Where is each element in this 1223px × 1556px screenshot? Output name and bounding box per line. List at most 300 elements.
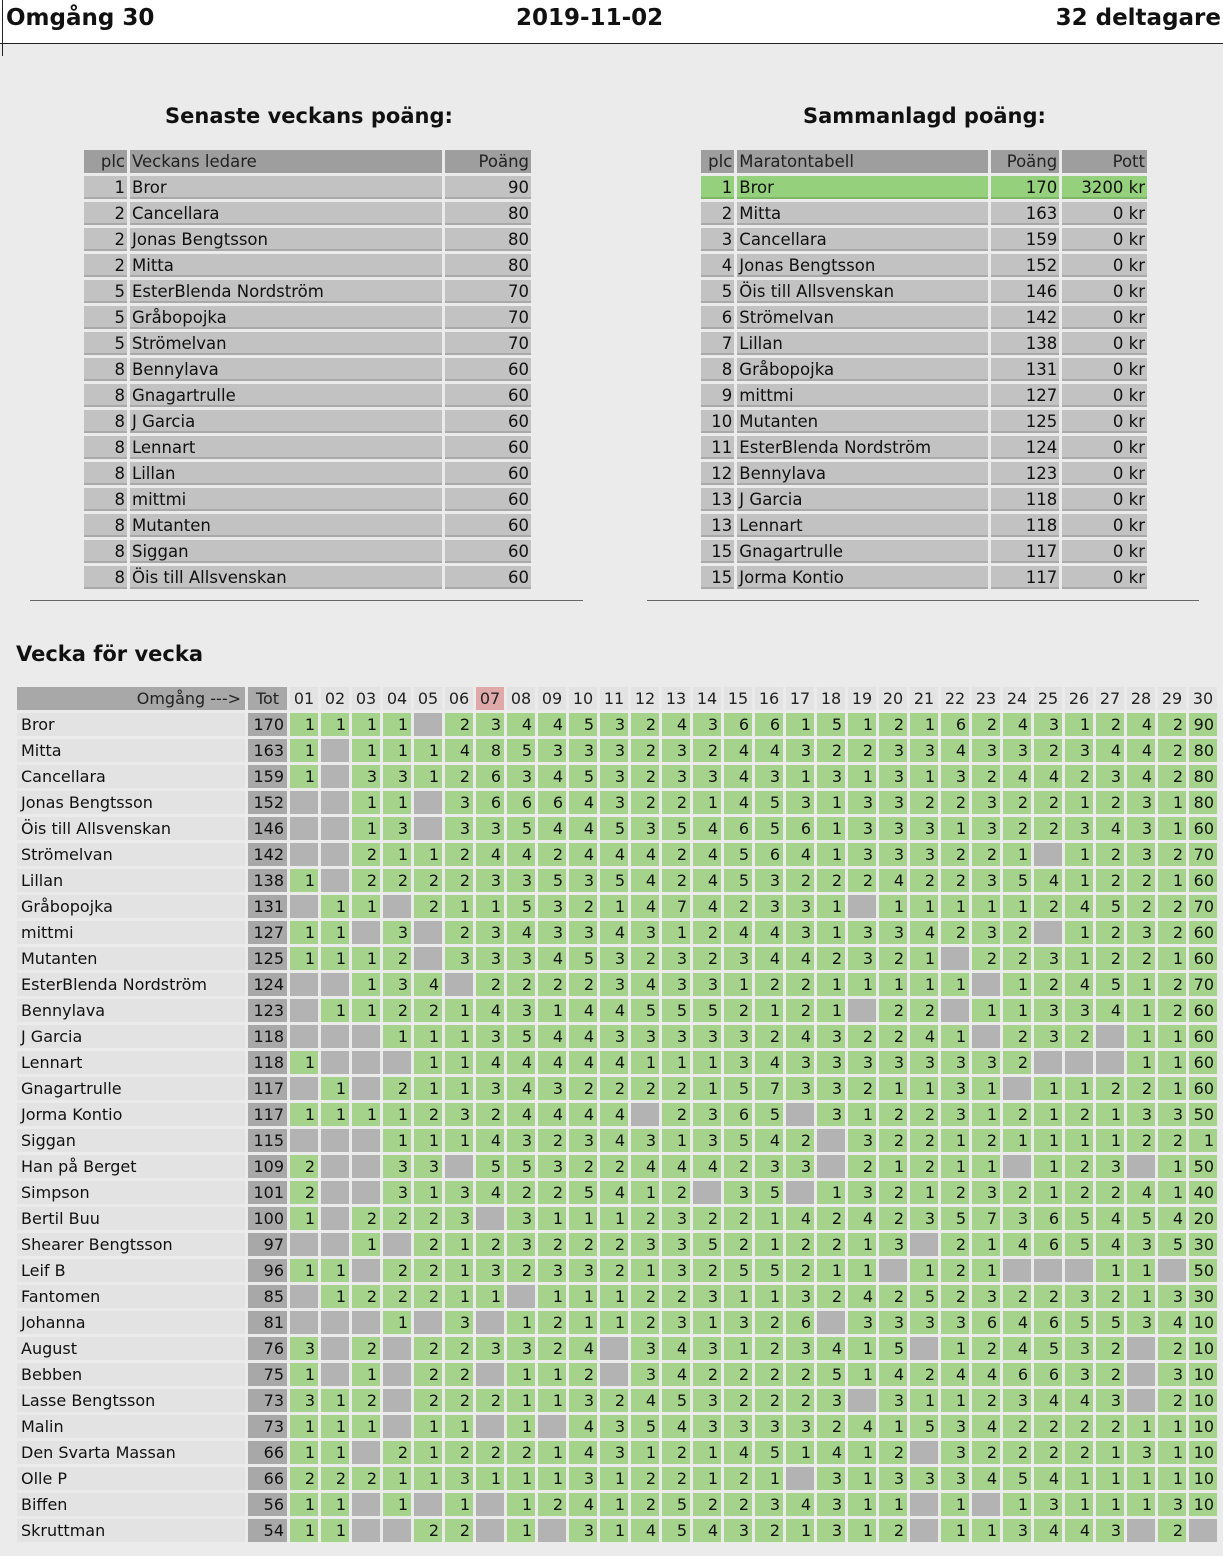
score-cell: 1 [786, 765, 814, 788]
score-cell: 4 [569, 843, 597, 866]
score-cell: 2 [1127, 869, 1155, 892]
score-cell: 5 [569, 765, 597, 788]
score-cell: 2 [1065, 1181, 1093, 1204]
score-cell: 2 [414, 1285, 442, 1308]
score-cell: 2 [879, 1207, 907, 1230]
score-cell: 3 [786, 1077, 814, 1100]
player-name: EsterBlenda Nordström [17, 973, 245, 996]
empty-score-cell [352, 1311, 380, 1334]
score-cell: 4 [724, 765, 752, 788]
score-cell: 1 [848, 1337, 876, 1360]
empty-score-cell [383, 1051, 411, 1074]
score-cell: 70 [1189, 895, 1217, 918]
round-header: 22 [941, 687, 969, 710]
score-cell: 1 [1158, 1051, 1186, 1074]
score-cell: 3 [290, 1389, 318, 1412]
empty-score-cell [972, 973, 1000, 996]
score-cell: 2 [693, 947, 721, 970]
round-header: 11 [600, 687, 628, 710]
score-cell: 3 [600, 765, 628, 788]
score-cell: 4 [848, 1207, 876, 1230]
score-cell: 2 [1096, 1077, 1124, 1100]
empty-score-cell [290, 999, 318, 1022]
score-cell: 2 [1158, 1129, 1186, 1152]
pot-cell: 0 kr [1062, 358, 1147, 381]
empty-score-cell [1034, 1259, 1062, 1282]
score-cell: 2 [538, 1129, 566, 1152]
score-cell: 4 [786, 843, 814, 866]
score-cell: 5 [1034, 1337, 1062, 1360]
score-cell: 6 [1034, 1311, 1062, 1334]
score-cell: 3 [507, 765, 535, 788]
pot-cell: 0 kr [1062, 540, 1147, 563]
total-cell: 85 [248, 1285, 287, 1308]
total-cell: 81 [248, 1311, 287, 1334]
score-cell: 3 [569, 921, 597, 944]
score-cell: 5 [569, 1181, 597, 1204]
score-cell: 5 [755, 817, 783, 840]
score-cell: 2 [972, 713, 1000, 736]
score-cell: 2 [569, 1363, 597, 1386]
score-cell: 5 [724, 1129, 752, 1152]
score-cell: 2 [910, 1103, 938, 1126]
round-header: 16 [755, 687, 783, 710]
score-cell: 7 [972, 1207, 1000, 1230]
score-cell: 3 [848, 791, 876, 814]
score-cell: 1 [941, 895, 969, 918]
score-cell: 2 [290, 1181, 318, 1204]
score-cell: 5 [476, 1155, 504, 1178]
score-cell: 3 [507, 947, 535, 970]
place-cell: 10 [701, 410, 734, 433]
place-cell: 5 [701, 280, 734, 303]
empty-score-cell [445, 973, 473, 996]
score-cell: 4 [1096, 817, 1124, 840]
table-row [17, 1129, 1220, 1152]
score-cell: 1 [476, 895, 504, 918]
table-row [701, 280, 1147, 303]
table-row [84, 332, 531, 355]
score-cell: 4 [972, 1467, 1000, 1490]
score-cell: 1 [445, 895, 473, 918]
score-cell: 3 [879, 1311, 907, 1334]
score-cell: 4 [1065, 1389, 1093, 1412]
pot-cell: 0 kr [1062, 436, 1147, 459]
score-cell: 3 [445, 1181, 473, 1204]
score-cell: 2 [755, 1389, 783, 1412]
score-cell: 1 [290, 1051, 318, 1074]
score-cell: 2 [724, 1493, 752, 1516]
score-cell: 4 [507, 1077, 535, 1100]
score-cell: 4 [755, 947, 783, 970]
score-cell: 1 [321, 895, 349, 918]
empty-score-cell [1034, 843, 1062, 866]
score-cell: 1 [631, 1259, 659, 1282]
score-cell: 4 [1127, 1181, 1155, 1204]
score-cell: 1 [1158, 1025, 1186, 1048]
score-cell: 2 [1003, 1051, 1031, 1074]
score-cell: 3 [538, 921, 566, 944]
round-header: 09 [538, 687, 566, 710]
score-cell: 4 [941, 1363, 969, 1386]
score-cell: 2 [848, 1025, 876, 1048]
score-cell: 4 [910, 921, 938, 944]
score-cell: 4 [476, 843, 504, 866]
score-cell: 2 [972, 1337, 1000, 1360]
score-cell: 2 [910, 1129, 938, 1152]
score-cell: 1 [631, 1181, 659, 1204]
empty-score-cell [1158, 1259, 1186, 1282]
score-cell: 1 [1003, 843, 1031, 866]
score-cell: 80 [1189, 791, 1217, 814]
empty-score-cell [1003, 1155, 1031, 1178]
score-cell: 1 [600, 1519, 628, 1542]
table-row [17, 1311, 1220, 1334]
score-cell: 1 [941, 817, 969, 840]
score-cell: 2 [538, 1311, 566, 1334]
score-cell: 1 [445, 1025, 473, 1048]
round-date: 2019-11-02 [516, 5, 664, 31]
table-row [17, 1441, 1220, 1464]
score-cell: 3 [693, 973, 721, 996]
empty-score-cell [1127, 1337, 1155, 1360]
score-cell: 2 [538, 1493, 566, 1516]
score-cell: 4 [476, 1129, 504, 1152]
empty-score-cell [290, 895, 318, 918]
score-cell: 1 [1189, 1129, 1217, 1152]
total-cell: 117 [248, 1103, 287, 1126]
score-cell: 1 [507, 1493, 535, 1516]
score-cell: 2 [290, 1155, 318, 1178]
score-cell: 3 [786, 921, 814, 944]
name-cell: EsterBlenda Nordström [130, 280, 442, 303]
score-cell: 1 [910, 1077, 938, 1100]
score-cell: 2 [879, 1103, 907, 1126]
score-cell: 1 [1065, 843, 1093, 866]
leader-row [701, 176, 1147, 199]
score-cell: 2 [755, 1519, 783, 1542]
score-cell: 4 [445, 739, 473, 762]
empty-score-cell [910, 1519, 938, 1542]
score-cell: 5 [941, 1207, 969, 1230]
score-cell: 60 [1189, 1077, 1217, 1100]
score-cell: 3 [445, 791, 473, 814]
score-cell: 1 [972, 1233, 1000, 1256]
empty-score-cell [290, 843, 318, 866]
score-cell: 4 [972, 1415, 1000, 1438]
score-cell: 1 [290, 1103, 318, 1126]
score-cell: 30 [1189, 1233, 1217, 1256]
divider-left [30, 600, 583, 601]
score-cell: 2 [910, 1363, 938, 1386]
score-cell: 1 [1065, 1077, 1093, 1100]
score-cell: 1 [1003, 1129, 1031, 1152]
name-cell: Bror [737, 176, 987, 199]
score-cell: 5 [724, 1077, 752, 1100]
name-cell: J Garcia [130, 410, 442, 433]
round-header: 10 [569, 687, 597, 710]
score-cell: 2 [879, 1129, 907, 1152]
score-cell: 1 [321, 1519, 349, 1542]
score-cell: 60 [1189, 817, 1217, 840]
score-cell: 3 [1158, 1285, 1186, 1308]
score-cell: 1 [879, 895, 907, 918]
score-cell: 2 [569, 895, 597, 918]
score-cell: 1 [445, 1077, 473, 1100]
score-cell: 3 [724, 1519, 752, 1542]
score-cell: 1 [662, 1051, 690, 1074]
score-cell: 4 [724, 921, 752, 944]
score-cell: 1 [445, 1051, 473, 1074]
score-cell: 5 [507, 1155, 535, 1178]
score-cell: 4 [662, 1337, 690, 1360]
score-cell: 3 [786, 1415, 814, 1438]
score-cell: 2 [507, 1259, 535, 1282]
score-cell: 1 [507, 1467, 535, 1490]
empty-score-cell [352, 1519, 380, 1542]
score-cell: 4 [538, 947, 566, 970]
score-cell: 5 [600, 869, 628, 892]
col-header-points: Poäng [445, 150, 531, 173]
header-bar [0, 0, 1223, 44]
score-cell: 3 [1003, 1389, 1031, 1412]
score-cell: 3 [910, 739, 938, 762]
total-cell: 100 [248, 1207, 287, 1230]
empty-score-cell [321, 1207, 349, 1230]
empty-score-cell [321, 791, 349, 814]
score-cell: 1 [817, 817, 845, 840]
score-cell: 3 [507, 1129, 535, 1152]
score-cell: 3 [941, 1103, 969, 1126]
score-cell: 2 [569, 973, 597, 996]
score-cell: 1 [538, 1441, 566, 1464]
score-cell: 3 [848, 843, 876, 866]
empty-score-cell [321, 869, 349, 892]
score-cell: 2 [786, 1363, 814, 1386]
score-cell: 2 [1096, 1363, 1124, 1386]
score-cell: 3 [538, 1155, 566, 1178]
score-cell: 2 [724, 1363, 752, 1386]
score-cell: 1 [1158, 1467, 1186, 1490]
score-cell: 1 [879, 1077, 907, 1100]
table-row [17, 1233, 1220, 1256]
score-cell: 3 [1034, 713, 1062, 736]
empty-score-cell [352, 1181, 380, 1204]
score-cell: 2 [383, 1441, 411, 1464]
points-cell: 163 [991, 202, 1060, 225]
score-cell: 1 [414, 1129, 442, 1152]
score-cell: 4 [817, 1441, 845, 1464]
score-cell: 2 [941, 1285, 969, 1308]
table-row [17, 1389, 1220, 1412]
name-cell: Strömelvan [737, 306, 987, 329]
score-cell: 4 [569, 999, 597, 1022]
empty-score-cell [414, 921, 442, 944]
score-cell: 4 [786, 1493, 814, 1516]
score-cell: 4 [569, 817, 597, 840]
score-cell: 3 [600, 973, 628, 996]
score-cell: 1 [352, 999, 380, 1022]
score-cell: 4 [910, 1025, 938, 1048]
points-cell: 117 [991, 566, 1060, 589]
empty-score-cell [507, 1285, 535, 1308]
score-cell: 3 [507, 1233, 535, 1256]
score-cell: 3 [941, 765, 969, 788]
table-row [17, 1337, 1220, 1360]
score-cell: 5 [910, 1285, 938, 1308]
score-cell: 2 [1158, 895, 1186, 918]
score-cell: 2 [1034, 895, 1062, 918]
empty-score-cell [383, 1415, 411, 1438]
player-name: Cancellara [17, 765, 245, 788]
score-cell: 2 [1003, 947, 1031, 970]
score-cell: 1 [414, 1025, 442, 1048]
score-cell: 1 [693, 1467, 721, 1490]
score-cell: 1 [600, 1311, 628, 1334]
points-cell: 60 [445, 488, 531, 511]
player-name: August [17, 1337, 245, 1360]
score-cell: 1 [1096, 1441, 1124, 1464]
score-cell: 3 [1127, 1103, 1155, 1126]
score-cell: 2 [414, 1207, 442, 1230]
round-header: 07 [476, 687, 504, 710]
table-row [84, 410, 531, 433]
score-cell: 1 [321, 1259, 349, 1282]
score-cell: 10 [1189, 1415, 1217, 1438]
score-cell: 4 [476, 1051, 504, 1074]
divider-right [647, 600, 1199, 601]
empty-score-cell [321, 1233, 349, 1256]
col-header-name: Veckans ledare [130, 150, 442, 173]
score-cell: 3 [1065, 1337, 1093, 1360]
score-cell: 4 [662, 1155, 690, 1178]
table-row [17, 1181, 1220, 1204]
score-cell: 6 [1034, 1233, 1062, 1256]
points-cell: 142 [991, 306, 1060, 329]
name-cell: Mitta [130, 254, 442, 277]
score-cell: 4 [693, 1519, 721, 1542]
place-cell: 8 [84, 462, 127, 485]
score-cell: 1 [321, 921, 349, 944]
total-cell: 97 [248, 1233, 287, 1256]
player-name: Jonas Bengtsson [17, 791, 245, 814]
empty-score-cell [321, 1363, 349, 1386]
score-cell: 1 [1096, 1129, 1124, 1152]
score-cell: 2 [290, 1467, 318, 1490]
score-cell: 1 [755, 1285, 783, 1308]
empty-score-cell [290, 791, 318, 814]
score-cell: 1 [972, 1259, 1000, 1282]
score-cell: 4 [538, 765, 566, 788]
empty-score-cell [321, 973, 349, 996]
score-cell: 1 [941, 973, 969, 996]
score-cell: 3 [631, 817, 659, 840]
points-cell: 170 [991, 176, 1060, 199]
score-cell: 1 [1034, 1155, 1062, 1178]
score-cell: 3 [507, 869, 535, 892]
score-cell: 4 [569, 1415, 597, 1438]
score-cell: 2 [414, 895, 442, 918]
score-cell: 2 [1003, 1441, 1031, 1464]
score-cell: 6 [538, 791, 566, 814]
score-cell: 2 [631, 1311, 659, 1334]
player-name: Bertil Buu [17, 1207, 245, 1230]
score-cell: 1 [693, 1311, 721, 1334]
col-header-place: plc [701, 150, 734, 173]
score-cell: 2 [786, 999, 814, 1022]
empty-score-cell [972, 1493, 1000, 1516]
score-cell: 6 [786, 817, 814, 840]
score-cell: 3 [1096, 1519, 1124, 1542]
score-cell: 1 [321, 1441, 349, 1464]
empty-score-cell [383, 1519, 411, 1542]
col-header-points: Poäng [991, 150, 1060, 173]
score-cell: 3 [910, 1311, 938, 1334]
score-cell: 3 [941, 1051, 969, 1074]
score-cell: 2 [445, 713, 473, 736]
score-cell: 2 [1096, 1285, 1124, 1308]
score-cell: 2 [445, 765, 473, 788]
score-cell: 2 [1065, 1025, 1093, 1048]
score-cell: 2 [879, 947, 907, 970]
score-cell: 4 [538, 1025, 566, 1048]
empty-score-cell [538, 1415, 566, 1438]
score-cell: 6 [1034, 1363, 1062, 1386]
round-header: 21 [910, 687, 938, 710]
name-cell: J Garcia [737, 488, 987, 511]
score-cell: 60 [1189, 1051, 1217, 1074]
empty-score-cell [321, 1181, 349, 1204]
score-cell: 2 [848, 1155, 876, 1178]
score-cell: 2 [414, 1259, 442, 1282]
score-cell: 5 [1003, 1467, 1031, 1490]
score-cell: 3 [569, 1129, 597, 1152]
score-cell: 2 [817, 739, 845, 762]
score-cell: 1 [290, 1519, 318, 1542]
place-cell: 8 [84, 436, 127, 459]
score-cell: 4 [1003, 1233, 1031, 1256]
table-row [701, 228, 1147, 251]
score-cell: 1 [662, 1129, 690, 1152]
score-cell: 1 [786, 1519, 814, 1542]
score-cell: 3 [693, 1285, 721, 1308]
score-cell: 4 [569, 1337, 597, 1360]
empty-score-cell [972, 1025, 1000, 1048]
score-cell: 1 [414, 1441, 442, 1464]
score-cell: 3 [848, 1129, 876, 1152]
score-cell: 1 [352, 713, 380, 736]
score-cell: 3 [600, 791, 628, 814]
score-cell: 1 [1158, 817, 1186, 840]
score-cell: 2 [724, 1233, 752, 1256]
score-cell: 1 [1065, 791, 1093, 814]
total-cell: 109 [248, 1155, 287, 1178]
score-cell: 3 [817, 1493, 845, 1516]
score-cell: 2 [352, 1207, 380, 1230]
score-cell: 3 [848, 1311, 876, 1334]
score-cell: 1 [662, 921, 690, 944]
score-cell: 1 [290, 921, 318, 944]
name-cell: Siggan [130, 540, 442, 563]
name-cell: Bror [130, 176, 442, 199]
score-cell: 5 [600, 817, 628, 840]
points-cell: 80 [445, 254, 531, 277]
score-cell: 3 [879, 1051, 907, 1074]
score-cell: 2 [383, 1259, 411, 1282]
empty-score-cell [414, 1493, 442, 1516]
empty-score-cell [693, 1181, 721, 1204]
score-cell: 1 [290, 869, 318, 892]
